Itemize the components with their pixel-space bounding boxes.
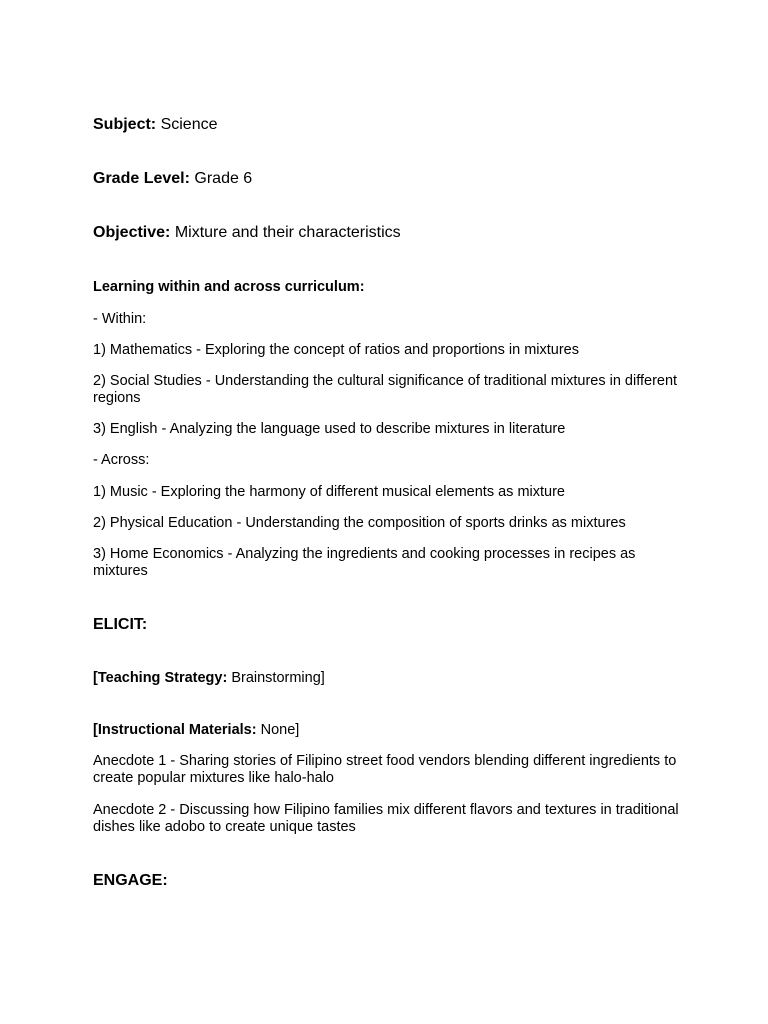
within-item-2: 2) Social Studies - Understanding the cultural significance of traditional mixtures in different regions bbox=[93, 373, 678, 406]
instructional-materials-value: None] bbox=[260, 722, 300, 738]
anecdote-1: Anecdote 1 - Sharing stories of Filipino street food vendors blending different ingredients to create popular mixtures like halo-halo bbox=[93, 753, 677, 786]
grade-level-line bbox=[93, 170, 693, 188]
instructional-materials-line bbox=[93, 722, 693, 739]
objective-value: Mixture and their characteristics bbox=[174, 224, 401, 241]
across-item-1: 1) Music - Exploring the harmony of different musical elements as mixture bbox=[93, 484, 565, 500]
across-item-3: 3) Home Economics - Analyzing the ingredients and cooking processes in recipes as mixtures bbox=[93, 546, 636, 579]
teaching-strategy-value: Brainstorming] bbox=[231, 670, 325, 686]
anecdote-2: Anecdote 2 - Discussing how Filipino families mix different flavors and textures in traditional dishes like adobo to create unique tastes bbox=[93, 802, 679, 835]
materials-bracket: [ bbox=[93, 722, 98, 738]
within-label: - Within: bbox=[93, 311, 147, 327]
within-item-1: 1) Mathematics - Exploring the concept of ratios and proportions in mixtures bbox=[93, 342, 579, 358]
subject-line bbox=[93, 116, 693, 134]
objective-line bbox=[93, 224, 693, 242]
curriculum-heading: Learning within and across curriculum: bbox=[93, 279, 365, 295]
subject-value: Science bbox=[160, 116, 218, 133]
elicit-heading: ELICIT: bbox=[93, 616, 148, 633]
within-item-3: 3) English - Analyzing the language used to describe mixtures in literature bbox=[93, 421, 566, 437]
grade-level-value: Grade 6 bbox=[194, 170, 253, 187]
across-label: - Across: bbox=[93, 452, 150, 468]
instructional-materials-label: Instructional Materials: bbox=[97, 722, 257, 738]
across-item-2: 2) Physical Education - Understanding the composition of sports drinks as mixtures bbox=[93, 515, 626, 531]
grade-level-label: Grade Level: bbox=[93, 170, 190, 187]
objective-label: Objective: bbox=[93, 224, 171, 241]
teaching-strategy-line bbox=[93, 670, 693, 687]
subject-label: Subject: bbox=[93, 116, 157, 133]
engage-heading: ENGAGE: bbox=[93, 872, 168, 889]
teaching-strategy-label: Teaching Strategy: bbox=[97, 670, 228, 686]
strategy-bracket: [ bbox=[93, 670, 98, 686]
